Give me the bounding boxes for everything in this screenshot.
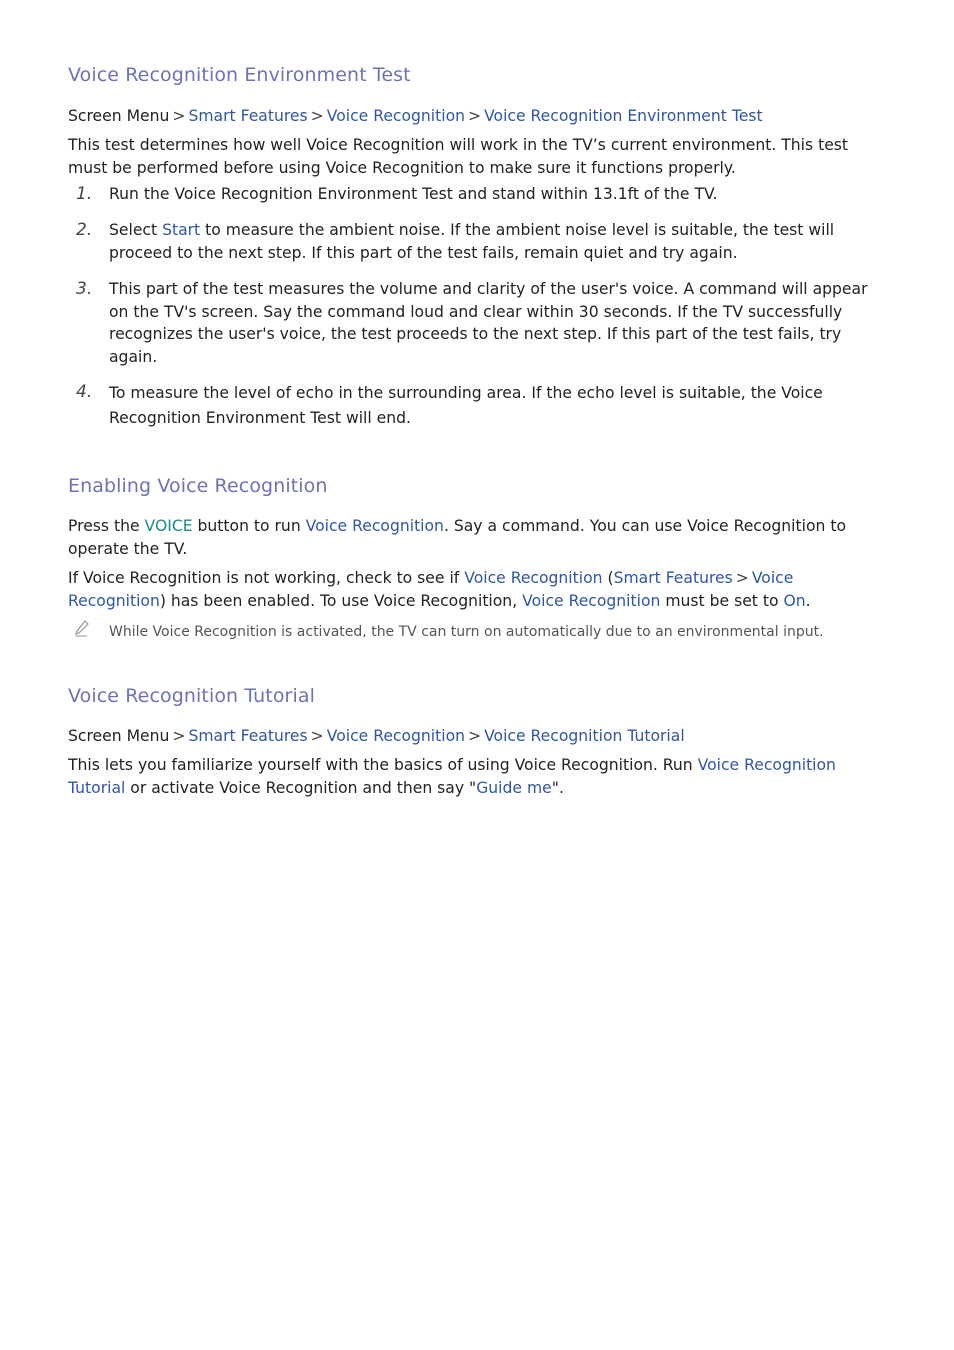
start-link[interactable]: Start: [162, 221, 201, 239]
text-run: Press the: [68, 517, 145, 535]
tutorial-paragraph: [68, 754, 886, 799]
breadcrumb-tutorial: [68, 725, 886, 748]
chevron-right-icon: >: [172, 107, 186, 125]
text-run: (: [602, 569, 614, 587]
list-number: 1.: [76, 184, 93, 204]
text-run: . Say a command. You can use Voice Recognition to operate the TV.: [68, 517, 847, 558]
voice-recognition-link[interactable]: Voice Recognition: [464, 569, 603, 587]
breadcrumb-smart-features[interactable]: Smart Features: [188, 107, 308, 125]
text-run: If Voice Recognition is not working, check to see if: [68, 569, 465, 587]
chevron-right-icon: >: [735, 569, 749, 587]
section-title-tutorial: Voice Recognition Tutorial: [68, 685, 315, 707]
voice-recognition-link[interactable]: Voice Recognition: [522, 591, 661, 610]
list-text-pre: Select: [109, 221, 163, 239]
breadcrumb-smart-features[interactable]: Smart Features: [188, 727, 308, 745]
chevron-right-icon: >: [172, 727, 186, 745]
note-text: While Voice Recognition is activated, the TV can turn on automatically due to an environmental input.: [109, 624, 824, 640]
breadcrumb-tutorial[interactable]: Voice Recognition Tutorial: [484, 727, 685, 745]
breadcrumb-environment-test: [68, 105, 886, 128]
section-title-environment-test: Voice Recognition Environment Test: [68, 64, 411, 86]
chevron-right-icon: >: [310, 727, 324, 745]
list-text: This part of the test measures the volume and clarity of the user's voice. A command will appear on the TV's screen. Say the command loud and clear within 30 seconds. If the TV successfully recognizes the user's voice, the test proceeds to the next step. If this part of the test fails, try again.: [109, 280, 868, 366]
list-number: 4.: [76, 382, 93, 402]
breadcrumb-voice-recognition[interactable]: Voice Recognition: [326, 727, 466, 745]
list-number: 3.: [76, 279, 93, 299]
voice-recognition-link[interactable]: Voice Recognition: [305, 517, 444, 535]
guide-me-command: Guide me: [476, 778, 552, 797]
text-run: ) has been enabled. To use Voice Recognition,: [159, 591, 523, 610]
voice-recognition-tutorial-link[interactable]: Voice Recognition Tutorial: [68, 756, 836, 797]
text-run: or activate Voice Recognition and then say ": [125, 778, 477, 797]
text-run: button to run: [192, 517, 306, 535]
breadcrumb-root: Screen Menu: [68, 727, 170, 745]
text-run: must be set to: [660, 591, 784, 610]
section-title-enabling: Enabling Voice Recognition: [68, 475, 328, 497]
list-number: 2.: [76, 220, 93, 240]
breadcrumb-root: Screen Menu: [68, 107, 170, 125]
breadcrumb-environment-test[interactable]: Voice Recognition Environment Test: [484, 107, 763, 125]
list-text: [109, 219, 886, 265]
voice-recognition-link[interactable]: Voice Recognition: [68, 569, 794, 610]
chevron-right-icon: >: [310, 107, 324, 125]
text-run: .: [805, 591, 811, 610]
intro-paragraph: This test determines how well Voice Recognition will work in the TV’s current environment. This test must be performed before using Voice Recognition to make sure it functions properly.: [68, 136, 849, 177]
breadcrumb-voice-recognition[interactable]: Voice Recognition: [326, 107, 466, 125]
text-run: This lets you familiarize yourself with the basics of using Voice Recognition. Run: [68, 756, 698, 774]
on-option[interactable]: On: [783, 591, 806, 610]
list-text-post: to measure the ambient noise. If the ambient noise level is suitable, the test will proceed to the next step. If this part of the test fails, remain quiet and try again.: [109, 221, 835, 262]
voice-key-label: VOICE: [144, 517, 193, 535]
list-text: To measure the level of echo in the surrounding area. If the echo level is suitable, the Voice Recognition Environment Test will end.: [109, 384, 823, 427]
enabling-paragraph-1: [68, 515, 886, 560]
chevron-right-icon: >: [468, 107, 482, 125]
pencil-icon: [74, 620, 90, 638]
text-run: ".: [551, 778, 564, 797]
enabling-paragraph-2: [68, 567, 886, 612]
list-text: Run the Voice Recognition Environment Test and stand within 13.1ft of the TV.: [109, 185, 718, 203]
chevron-right-icon: >: [468, 727, 482, 745]
smart-features-link[interactable]: Smart Features: [613, 569, 733, 587]
